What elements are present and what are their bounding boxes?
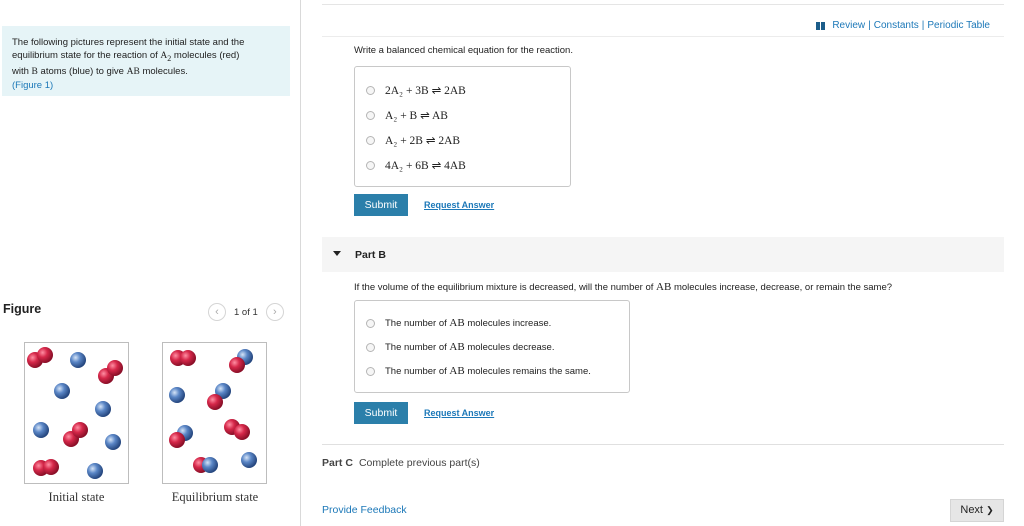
constants-link[interactable]: Constants — [873, 20, 919, 31]
figure-pager — [208, 303, 284, 321]
provide-feedback-link[interactable]: Provide Feedback — [322, 504, 407, 516]
equilibrium-state-image — [162, 342, 267, 484]
ab-molecule — [207, 383, 231, 410]
part-a-request-answer-link[interactable]: Request Answer — [424, 200, 495, 210]
part-a-question: Write a balanced chemical equation for the reaction. — [354, 45, 573, 56]
intro-line-1: The following pictures represent the initial state and the — [12, 37, 245, 48]
ab-molecule — [193, 457, 218, 473]
intro-line-3: with B atoms (blue) to give AB molecules. — [12, 65, 188, 77]
initial-state-caption: Initial state — [48, 490, 105, 504]
equilibrium-state-caption: Equilibrium state — [171, 490, 259, 504]
ab-molecule — [169, 425, 193, 448]
part-a-choice-3[interactable]: A₂ + 2B ⇌ 2AB — [366, 133, 460, 147]
radio-button[interactable] — [366, 343, 375, 352]
b-atom — [54, 383, 70, 399]
radio-button[interactable] — [366, 161, 375, 170]
header-divider — [322, 36, 1004, 37]
part-b-header[interactable] — [322, 237, 1004, 272]
chevron-right-icon[interactable]: › — [266, 303, 284, 321]
top-links: Review | Constants | Periodic Table — [816, 20, 990, 31]
caret-down-icon — [333, 251, 341, 256]
figure-title: Figure — [3, 302, 42, 316]
radio-button[interactable] — [366, 367, 375, 376]
part-b-choices — [354, 300, 630, 393]
b-atom — [241, 452, 257, 468]
a2-molecule — [170, 350, 196, 366]
a2-molecule — [98, 360, 123, 384]
a2-molecule — [33, 459, 59, 476]
radio-button[interactable] — [366, 319, 375, 328]
part-b-question: If the volume of the equilibrium mixture is decreased, will the number of AB molecules increase, decrease, or remain the same? — [354, 281, 893, 293]
radio-button[interactable] — [366, 111, 375, 120]
part-b-request-answer-link[interactable]: Request Answer — [424, 408, 495, 418]
part-c-label: Part C — [322, 457, 353, 469]
a2-molecule — [63, 422, 88, 447]
top-divider — [322, 4, 1004, 5]
chevron-left-icon[interactable]: ‹ — [208, 303, 226, 321]
periodic-table-link[interactable]: Periodic Table — [927, 20, 990, 31]
initial-state-image — [24, 342, 129, 484]
chevron-right-icon: ❯ — [986, 505, 994, 515]
next-button[interactable]: Next ❯ — [950, 499, 1004, 522]
b-atom — [95, 401, 111, 417]
problem-intro — [2, 26, 290, 96]
review-icon — [816, 22, 826, 30]
a2-molecule — [27, 347, 53, 368]
part-b-submit-button[interactable]: Submit — [354, 402, 408, 424]
b-atom — [33, 422, 49, 438]
part-c-divider — [322, 444, 1004, 445]
figure-link[interactable]: (Figure 1) — [12, 79, 54, 91]
review-link[interactable]: Review — [832, 20, 866, 31]
part-b-choice-1[interactable]: The number of AB molecules increase. — [366, 317, 551, 329]
a2-molecule — [224, 419, 250, 440]
column-divider — [300, 0, 301, 526]
part-a-choice-1[interactable]: 2A₂ + 3B ⇌ 2AB — [366, 83, 466, 97]
b-atom — [87, 463, 103, 479]
b-atom — [169, 387, 185, 403]
ab-molecule — [229, 349, 253, 373]
part-a-choices — [354, 66, 571, 187]
b-atom — [105, 434, 121, 450]
part-a-choice-4[interactable]: 4A₂ + 6B ⇌ 4AB — [366, 158, 466, 172]
intro-line-2: equilibrium state for the reaction of $A_2$ molecules (red) — [12, 50, 240, 63]
part-a-choice-2[interactable]: A₂ + B ⇌ AB — [366, 108, 448, 122]
figure-page-count: 1 of 1 — [234, 306, 258, 318]
radio-button[interactable] — [366, 136, 375, 145]
part-b-choice-2[interactable]: The number of AB molecules decrease. — [366, 341, 554, 353]
part-b-choice-3[interactable]: The number of AB molecules remains the same. — [366, 365, 591, 377]
b-atom — [70, 352, 86, 368]
part-a-submit-button[interactable]: Submit — [354, 194, 408, 216]
part-c-status: Complete previous part(s) — [358, 457, 480, 469]
radio-button[interactable] — [366, 86, 375, 95]
part-b-label: Part B — [355, 249, 386, 261]
part-c — [322, 457, 480, 469]
